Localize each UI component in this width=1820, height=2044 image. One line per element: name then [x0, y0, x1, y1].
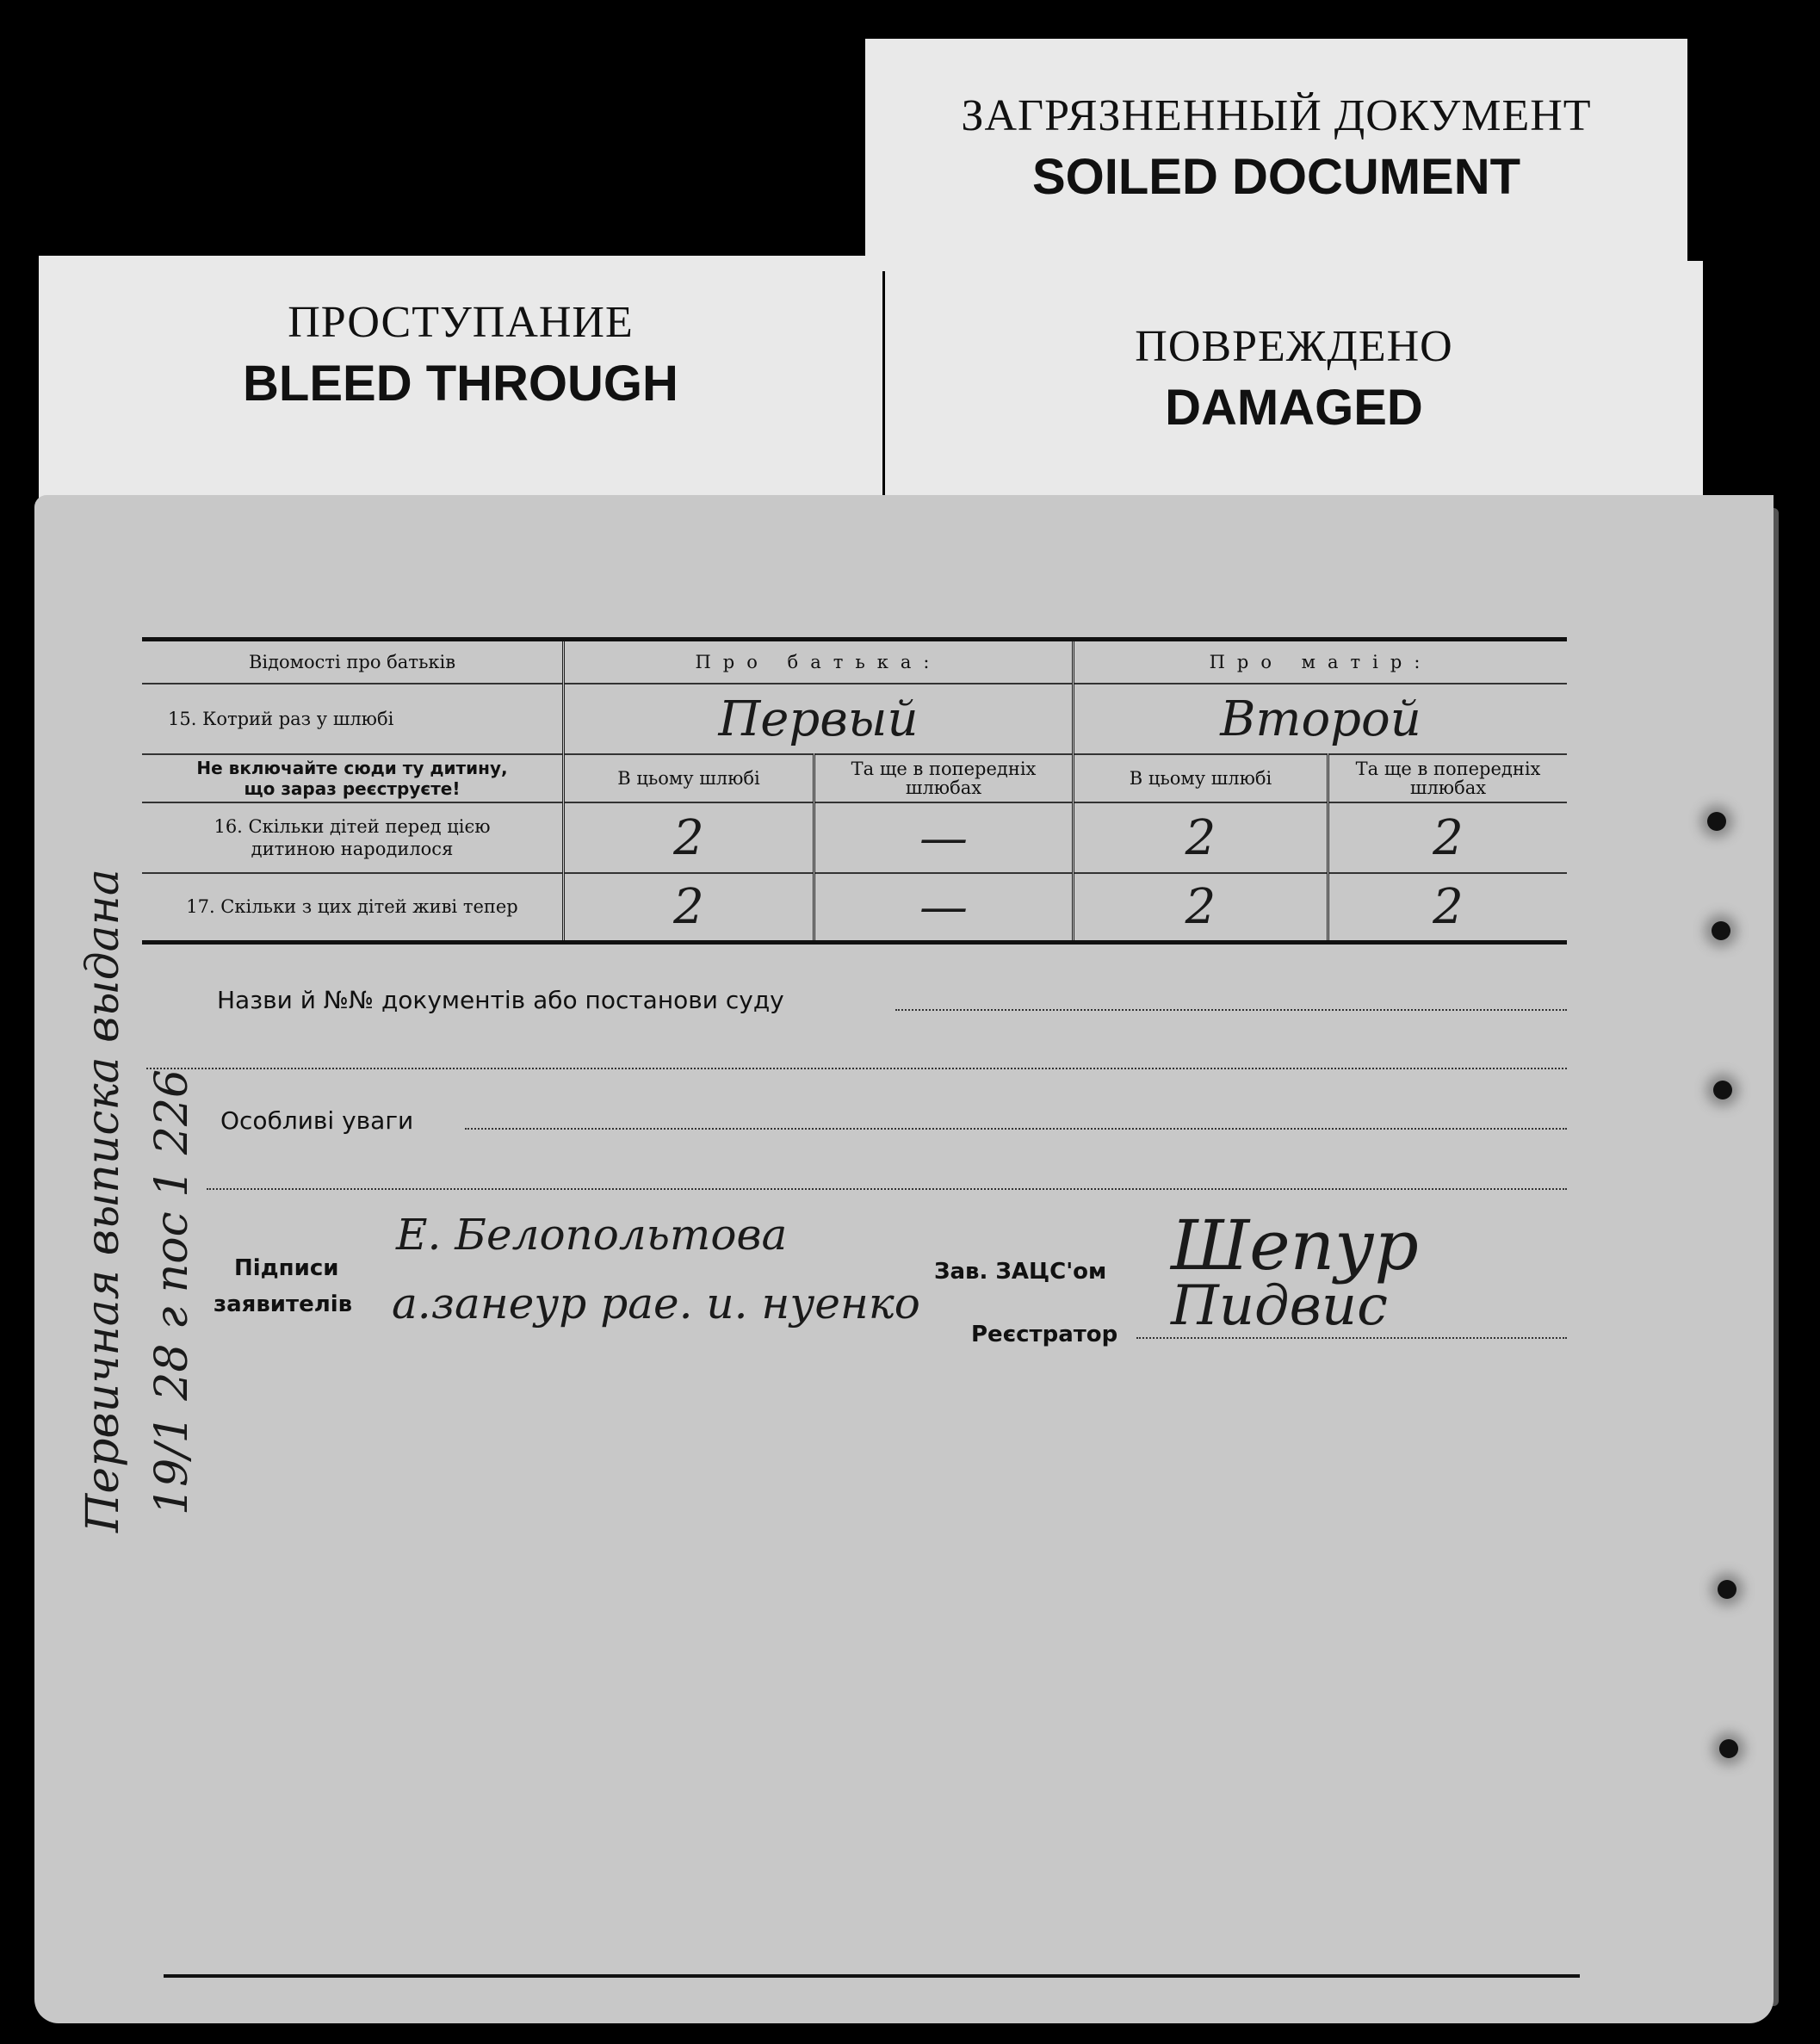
punch-hole — [1712, 921, 1730, 940]
row17-mother-prev: 2 — [1328, 873, 1568, 942]
col-father-this: В цьому шлюбі — [564, 754, 814, 802]
registrar-signature: Пидвис — [1171, 1274, 1388, 1338]
row16-label — [142, 802, 564, 873]
bleed-through-flag — [39, 256, 882, 505]
row16-mother-prev: 2 — [1328, 802, 1568, 873]
soiled-flag-ru: ЗАГРЯЗНЕННЫЙ ДОКУМЕНТ — [961, 91, 1592, 140]
damaged-flag-ru: ПОВРЕЖДЕНО — [1135, 322, 1453, 371]
margin-note-2: 19/1 28 г пос 1 226 — [146, 1068, 198, 1515]
row15-father: Первый — [564, 684, 1074, 754]
col-father-prev — [814, 754, 1074, 802]
documents-line — [895, 1009, 1567, 1011]
remarks-line — [465, 1128, 1567, 1130]
row17-mother-this: 2 — [1074, 873, 1328, 942]
exclude-note — [142, 754, 564, 802]
punch-hole — [1707, 812, 1726, 831]
soiled-flag-en: SOILED DOCUMENT — [1031, 149, 1521, 205]
parents-table — [142, 637, 1567, 945]
row15-label: 15. Котрий раз у шлюбі — [142, 684, 564, 754]
margin-note-1: Первичная выписка выдана — [77, 869, 129, 1533]
header-mother: Про матір: — [1074, 640, 1568, 684]
row16-mother-this: 2 — [1074, 802, 1328, 873]
row17-label: 17. Скільки з цих дітей живі тепер — [142, 873, 564, 942]
damaged-flag-en: DAMAGED — [1165, 380, 1423, 436]
row15-mother: Второй — [1074, 684, 1568, 754]
soiled-document-flag — [865, 39, 1687, 271]
header-left: Відомості про батьків — [142, 640, 564, 684]
punch-hole — [1718, 1580, 1736, 1599]
bleed-flag-ru: ПРОСТУПАНИЕ — [288, 298, 634, 347]
col-father-prev-2: шлюбах — [905, 777, 982, 798]
remarks-line-2 — [207, 1188, 1567, 1190]
bleed-flag-en: BLEED THROUGH — [243, 356, 678, 412]
col-mother-this: В цьому шлюбі — [1074, 754, 1328, 802]
documents-line-2 — [146, 1068, 1567, 1069]
head-label: Зав. ЗАЦС'ом — [934, 1259, 1107, 1285]
head-signature: Шепур — [1171, 1205, 1419, 1285]
applicant-signature-1: Е. Белопольтова — [396, 1210, 788, 1260]
col-mother-prev-2: шлюбах — [1409, 777, 1487, 798]
row17-father-this: 2 — [564, 873, 814, 942]
exclude-note-1: Не включайте сюди ту дитину, — [196, 758, 508, 778]
col-father-prev-1: Та ще в попередніх — [851, 759, 1037, 779]
signatures-label-1: Підписи — [234, 1255, 339, 1281]
row17-father-prev: — — [814, 873, 1074, 942]
exclude-note-2: що зараз реєструєте! — [244, 778, 461, 799]
documents-label: Назви й №№ документів або постанови суду — [217, 986, 784, 1014]
damaged-flag — [885, 261, 1703, 506]
bottom-rule — [164, 1974, 1580, 1978]
registrar-label: Реєстратор — [971, 1322, 1118, 1347]
row16-father-this: 2 — [564, 802, 814, 873]
row16-label-1: 16. Скільки дітей перед цією — [214, 816, 491, 837]
row16-father-prev: — — [814, 802, 1074, 873]
remarks-label: Особливі уваги — [220, 1106, 414, 1135]
applicant-signature-2: а.занеур рае. и. нуенко — [392, 1279, 920, 1329]
punch-hole — [1713, 1081, 1732, 1099]
punch-hole — [1719, 1739, 1738, 1758]
row16-label-2: дитиною народилося — [251, 839, 454, 859]
col-mother-prev-1: Та ще в попередніх — [1355, 759, 1541, 779]
col-mother-prev — [1328, 754, 1568, 802]
signatures-label-2: заявителів — [214, 1291, 353, 1317]
header-father: Про батька: — [564, 640, 1074, 684]
